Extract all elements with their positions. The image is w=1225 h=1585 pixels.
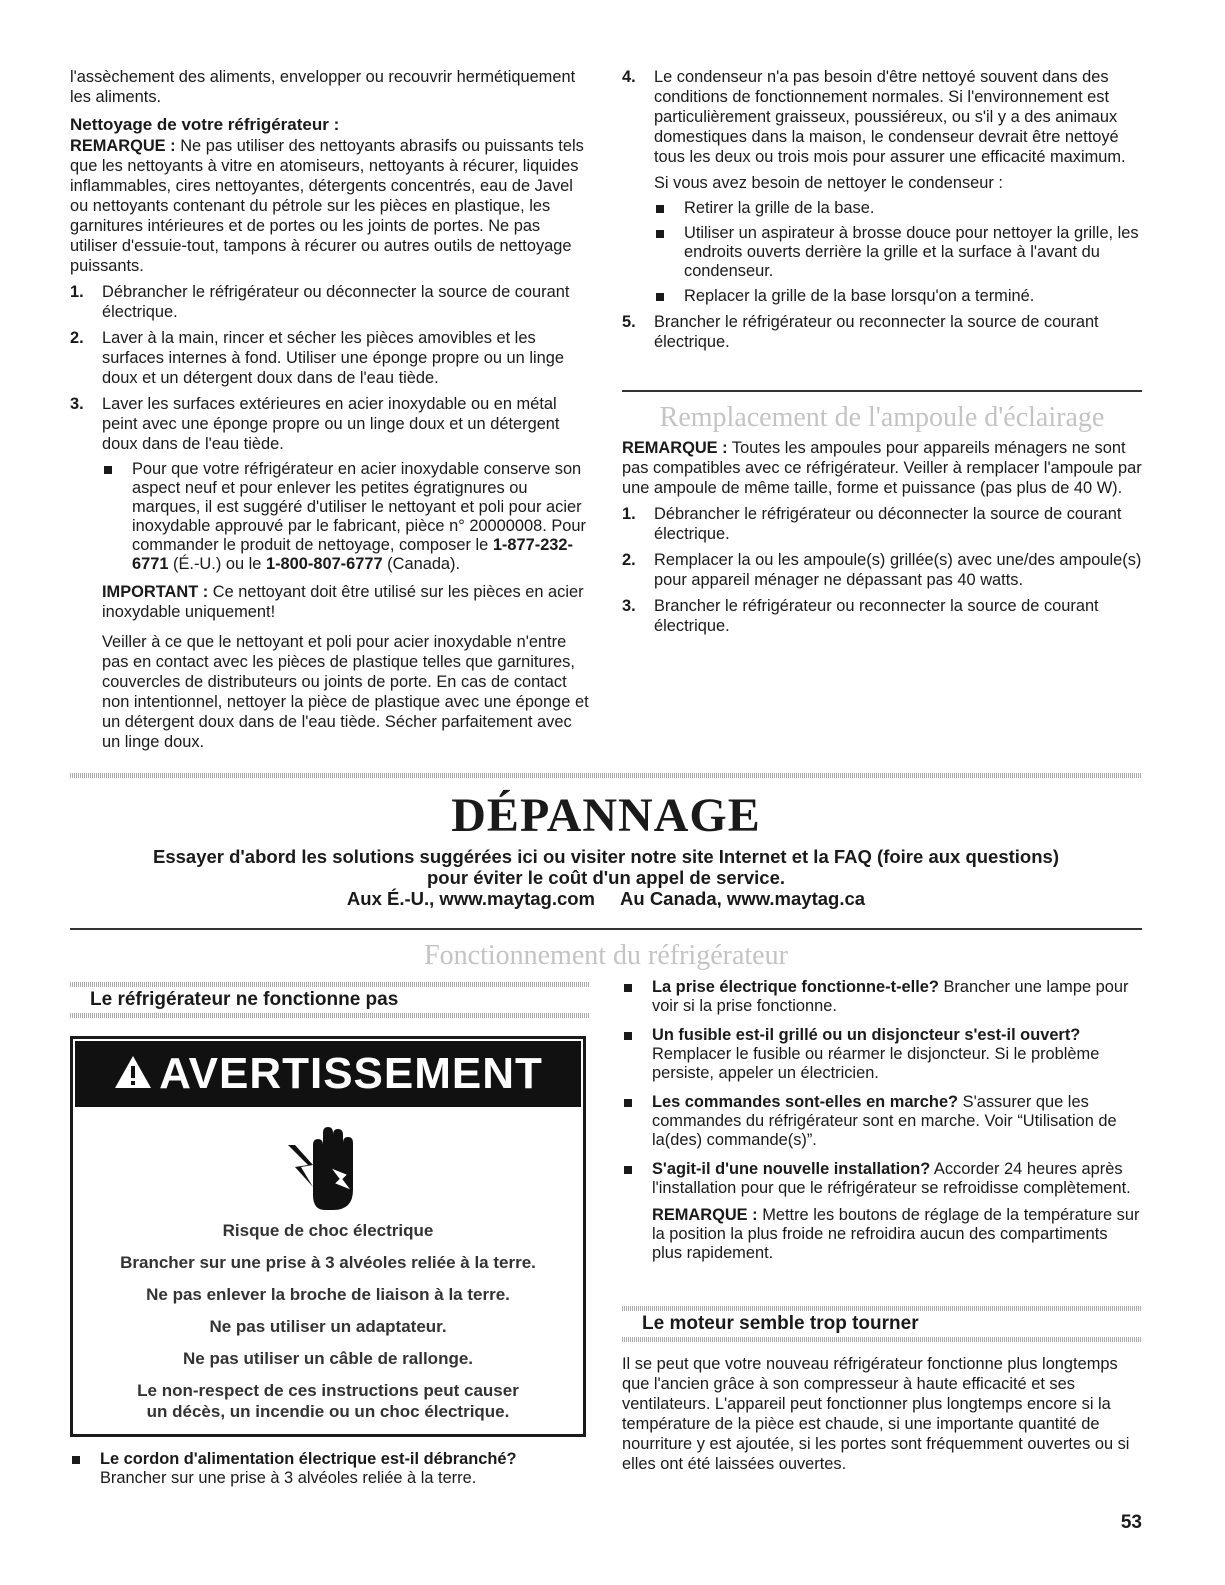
warning-text [73,1220,583,1422]
subsection-heading: Le réfrigérateur ne fonctionne pas [90,989,399,1010]
step-sub: Si vous avez besoin de nettoyer le condenseur : [654,174,1003,192]
step-number: 3. [70,395,84,413]
bullet-text: (Canada). [387,555,461,573]
intro-text: l'assèchement des aliments, envelopper ou recouvrir hermétiquement les aliments. [70,68,576,106]
warning-triangle-icon [113,1043,153,1109]
warning-banner [75,1041,581,1107]
list-item [622,596,1142,636]
cleaning-heading: Nettoyage de votre réfrigérateur : [70,115,340,134]
bullet-text: Retirer la grille de la base. [684,199,875,217]
remarque-label: REMARQUE : [652,1206,758,1224]
bullet-text: Replacer la grille de la base lorsqu'on a terminé. [684,287,1035,305]
check-question: Le cordon d'alimentation électrique est-il débranché? [100,1450,517,1468]
list-item [654,199,1142,218]
bullet-square-icon [624,1099,632,1107]
step-text: Laver les surfaces extérieures en acier inoxydable ou en métal peint avec une éponge propre ou un linge doux et un détergent doux dans de l'eau tiède. [102,395,560,453]
depannage-header [70,788,1142,909]
warning-line: Ne pas enlever la broche de liaison à la terre. [146,1285,510,1304]
list-item [654,224,1142,281]
steel-bullets [102,460,590,574]
bullet-square-icon [656,293,664,301]
section-title: Fonctionnement du réfrigérateur [424,940,788,971]
step-text: Brancher le réfrigérateur ou reconnecter la source de courant électrique. [654,313,1099,351]
electric-shock-icon [73,1115,583,1220]
bulb-steps [622,504,1142,636]
subsection-heading: Le moteur semble trop tourner [642,1313,919,1334]
checks-column [622,978,1142,1263]
page-title: DÉPANNAGE [451,789,761,842]
list-item [70,394,590,752]
warning-line: Ne pas utiliser un câble de rallonge. [182,1349,474,1368]
check-answer: Brancher sur une prise à 3 alvéoles reliée à la terre. [100,1469,477,1487]
step-number: 2. [622,551,636,569]
step-text: Le condenseur n'a pas besoin d'être nettoyé souvent dans des conditions de fonctionnement normales. Si l'environnement est particulièrement graisseux, poussiéreux, ou s'il y a des animaux domestiques dans la maison, le condenseur devrait être nettoyé tous les deux ou trois mois pour assurer une efficacité maximum. [654,68,1126,166]
list-item [622,1026,1142,1083]
important-paragraph [102,582,590,622]
bullet-square-icon [624,1032,632,1040]
remarque-text: Toutes les ampoules pour appareils ménagers ne sont pas compatibles avec ce réfrigérateur. Veiller à remplacer l'ampoule par une ampoule de même taille, forme et puissance (pas plus de 40 W). [622,439,1142,497]
warning-box [70,1036,586,1437]
list-item [622,978,1142,1016]
step-text: Brancher le réfrigérateur ou reconnecter la source de courant électrique. [654,597,1099,635]
depannage-intro [70,846,1142,909]
check-question: S'agit-il d'une nouvelle installation? [652,1160,931,1178]
list-item [70,1450,590,1488]
cleaning-steps [70,282,590,752]
list-item [622,1160,1142,1263]
phone-ca: 1-800-807-6777 [265,555,383,573]
list-item [622,550,1142,590]
bullet-square-icon [72,1456,80,1464]
remarque-text: Ne pas utiliser des nettoyants abrasifs ou puissants tels que les nettoyants à vitre en atomiseurs, nettoyants à récurer, liquides inflammables, cires nettoyantes, détergents concentrés, eau de Javel ou nettoyants contenant du pétrole sur les pièces en plastique, les garnitures intérieures et de portes ou les joints de portes. Ne pas utiliser d'essuie-tout, tampons à récurer ou autres outils de nettoyage puissants. [70,137,584,275]
left-column [70,67,590,752]
bullet-text: (É.-U.) ou le [173,555,262,573]
step-number: 3. [622,597,636,615]
list-item [622,504,1142,544]
fonctionne-pas-block [70,982,590,1018]
remarque-label: REMARQUE : [622,439,728,457]
step-number: 5. [622,313,636,331]
warning-line: Risque de choc électrique [222,1221,434,1240]
list-item [622,312,1142,352]
list-item [622,1093,1142,1150]
check-answer: S'assurer que les commandes du réfrigérateur sont en marche. Voir “Utilisation de la(des) commande(s)”. [652,1093,1117,1149]
list-item [70,328,590,388]
list-item [654,287,1142,306]
bullet-text: Utiliser un aspirateur à brosse douce pour nettoyer la grille, les endroits ouverts derrière la grille et la surface à l'avant du condenseur. [684,224,1139,280]
intro-line: Essayer d'abord les solutions suggérées ici ou visiter notre site Internet et la FAQ (foire aux questions) [152,846,1059,867]
list-item [102,460,590,574]
bulb-remarque [622,438,1142,498]
important-text: Ce nettoyant doit être utilisé sur les pièces en acier inoxydable uniquement! [102,583,584,621]
list-item [622,67,1142,306]
hatch-divider [622,1337,1142,1342]
bullet-text: Pour que votre réfrigérateur en acier inoxydable conserve son aspect neuf et pour enlever les petites égratignures ou marques, il est suggéré d'utiliser le nettoyant et poli pour acier inoxydable approuvé par le fabricant, pièce n° 20000008. Pour commander le produit de nettoyage, composer le [132,460,586,554]
step-text: Remplacer la ou les ampoule(s) grillée(s) avec une/des ampoule(s) pour appareil ménager ne dépassant pas 40 watts. [654,551,1142,589]
hatch-divider [70,773,1142,778]
check-answer: Accorder 24 heures après l'installation pour que le réfrigérateur se refroidisse complètement. [652,1160,1131,1197]
bullet-square-icon [656,205,664,213]
right-column [622,67,1142,352]
step-text: Laver à la main, rincer et sécher les pièces amovibles et les surfaces internes à fond. Utiliser une éponge propre ou un linge doux et un détergent doux dans de l'eau tiède. [102,329,564,387]
step-number: 1. [622,505,636,523]
check-list [622,978,1142,1263]
bullet-square-icon [656,230,664,238]
bullet-square-icon [104,466,112,474]
warning-line: Ne pas utiliser un adaptateur. [209,1317,447,1336]
warning-line: Le non-respect de ces instructions peut causer un décès, un incendie ou un choc électrique. [137,1381,519,1421]
list-item [70,282,590,322]
check-answer: Brancher une lampe pour voir si la prise fonctionne. [652,978,1129,1015]
check-question: La prise électrique fonctionne-t-elle? [652,978,939,996]
section-divider [70,928,1142,930]
cordon-check [70,1450,590,1488]
step-text: Débrancher le réfrigérateur ou déconnecter la source de courant électrique. [102,283,570,321]
remarque-label: REMARQUE : [70,137,176,155]
bullet-square-icon [624,984,632,992]
condenser-bullets [654,199,1142,306]
phone-us: 1-877-232-6771 [132,536,573,573]
condenser-steps [622,67,1142,352]
step-number: 4. [622,68,636,86]
check-answer: Remplacer le fusible ou réarmer le disjoncteur. Si le problème persiste, appeler un électricien. [652,1045,1100,1082]
step-text: Débrancher le réfrigérateur ou déconnecter la source de courant électrique. [654,505,1122,543]
step-number: 1. [70,283,84,301]
website-line: Aux É.-U., www.maytag.com Au Canada, www.maytag.ca [346,888,866,909]
section-divider [622,390,1142,392]
step-number: 2. [70,329,84,347]
bulb-title: Remplacement de l'ampoule d'éclairage [659,402,1105,433]
veiller-paragraph: Veiller à ce que le nettoyant et poli pour acier inoxydable n'entre pas en contact avec les pièces de plastique telles que garnitures, couvercles de distributeurs ou joints de porte. En cas de contact non intentionnel, nettoyer la pièce de plastique avec une éponge et un détergent doux dans de l'eau tiède. Sécher parfaitement avec un linge doux. [102,633,589,751]
page-number: 53 [1120,1512,1142,1533]
moteur-text: Il se peut que votre nouveau réfrigérateur fonctionne plus longtemps que l'ancien grâce à son compresseur à haute efficacité et ses ventilateurs. L'appareil peut fonctionner plus longtemps encore si la température de la pièce est chaude, si une importante quantité de nourriture y est ajoutée, si les portes sont fréquemment ouvertes ou si elles ont été laissées ouvertes. [622,1355,1130,1473]
remarque-paragraph [70,136,590,276]
moteur-block [622,1306,1142,1474]
bullet-square-icon [624,1166,632,1174]
remarque-text: Mettre les boutons de réglage de la température sur la position la plus froide ne refroidira aucun des compartiments plus rapidement. [652,1206,1140,1262]
intro-line: pour éviter le coût d'un appel de service. [426,867,786,888]
install-note [652,1206,1142,1263]
check-list [70,1450,590,1488]
warning-line: Brancher sur une prise à 3 alvéoles reliée à la terre. [120,1253,536,1272]
check-question: Un fusible est-il grillé ou un disjoncteur s'est-il ouvert? [652,1026,1081,1044]
hatch-divider [70,1013,590,1018]
important-label: IMPORTANT : [102,583,209,601]
check-question: Les commandes sont-elles en marche? [652,1093,959,1111]
warning-title: AVERTISSEMENT [159,1049,543,1098]
bulb-section [622,402,1142,636]
